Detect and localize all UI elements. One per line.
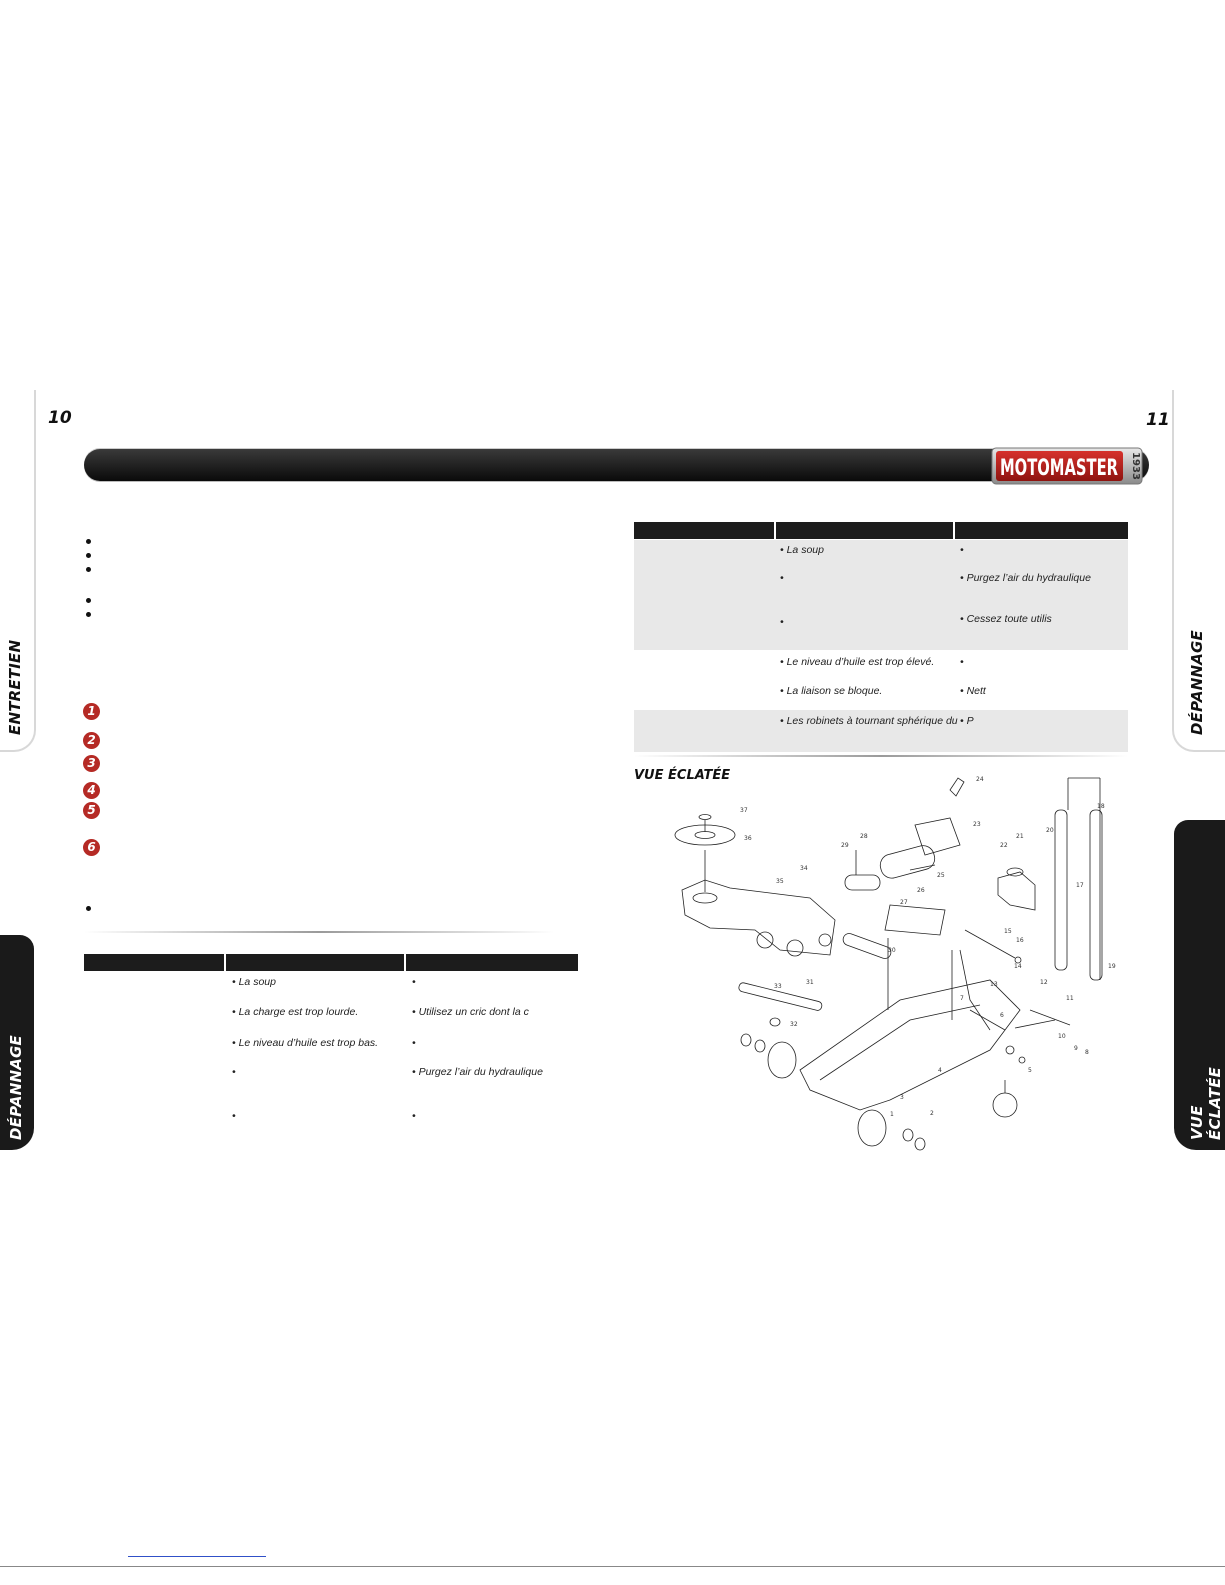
handle-socket <box>950 778 964 796</box>
right-r2-cause-2: • La liaison se bloque. <box>780 685 883 697</box>
part-label: 24 <box>976 776 984 783</box>
left-solution-3: • <box>412 1037 416 1049</box>
part-label: 17 <box>1076 882 1084 889</box>
step-marker-1: 1 <box>83 703 100 720</box>
right-table-header-problem <box>634 522 774 539</box>
part-label: 14 <box>1014 963 1022 970</box>
piston <box>845 875 880 890</box>
footer-link-underline[interactable] <box>128 1556 266 1557</box>
right-r1-cause-2: • <box>780 572 784 584</box>
page-number-left: 10 <box>48 408 72 428</box>
part-label: 30 <box>888 947 896 954</box>
pump-body <box>915 818 960 855</box>
left-solution-1: • <box>412 976 416 988</box>
part-label: 15 <box>1004 928 1012 935</box>
right-lower-tab <box>1174 820 1225 1150</box>
part-label: 13 <box>990 981 998 988</box>
part-label: 6 <box>1000 1012 1004 1019</box>
left-solution-5: • <box>412 1110 416 1122</box>
front-wheel-right <box>858 1110 886 1146</box>
right-table-header-cause <box>776 522 953 539</box>
part-label: 26 <box>917 887 925 894</box>
left-solution-4: • Purgez l’air du hydraulique <box>412 1066 543 1078</box>
saddle-top <box>699 815 711 820</box>
bullet <box>86 906 91 911</box>
step-marker-6: 6 <box>83 839 100 856</box>
handle-bracket <box>998 872 1035 910</box>
logo-brand-text: MOTOMASTER <box>1000 456 1119 481</box>
tab-vue-eclatee: VUE ÉCLATÉE <box>1188 1066 1224 1140</box>
right-upper-edge <box>1172 390 1225 752</box>
right-r2-cause-1: • Le niveau d’huile est trop élevé. <box>780 656 935 668</box>
rear-caster <box>993 1093 1017 1117</box>
right-r3-cause-1: • Les robinets à tournant sphérique du <box>780 715 958 727</box>
exploded-view-title: VUE ÉCLATÉE <box>634 768 731 783</box>
tab-depannage-left: DÉPANNAGE <box>7 1035 25 1140</box>
bushing <box>841 932 892 960</box>
table-header-cause <box>226 954 404 971</box>
part-label: 4 <box>938 1067 942 1074</box>
part-label: 36 <box>744 835 752 842</box>
right-r2-solution-2: • Nett <box>960 685 986 697</box>
part-label: 19 <box>1108 963 1116 970</box>
bullet <box>86 553 91 558</box>
part-label: 7 <box>960 995 964 1002</box>
part-label: 21 <box>1016 833 1024 840</box>
left-cause-3: • Le niveau d’huile est trop bas. <box>232 1037 379 1049</box>
left-solution-2: • Utilisez un cric dont la c <box>412 1006 529 1018</box>
divider <box>84 931 554 933</box>
part-label: 35 <box>776 878 784 885</box>
part-label: 11 <box>1066 995 1074 1002</box>
part-label: 2 <box>930 1110 934 1117</box>
handle-tube-20 <box>1055 810 1067 970</box>
part-label: 37 <box>740 807 748 814</box>
part-label: 29 <box>841 842 849 849</box>
part-label: 33 <box>774 983 782 990</box>
left-lower-tab <box>0 935 34 1150</box>
right-r1-cause-3: • <box>780 616 784 628</box>
part-label: 34 <box>800 865 808 872</box>
logo-year-text: 1933 <box>1130 452 1141 480</box>
bullet <box>86 539 91 544</box>
part-number-labels <box>740 776 1116 1118</box>
part-label: 18 <box>1097 803 1105 810</box>
step-marker-3: 3 <box>83 755 100 772</box>
part-label: 20 <box>1046 827 1054 834</box>
part-label: 3 <box>900 1094 904 1101</box>
step-marker-5: 5 <box>83 802 100 819</box>
right-r1-solution-3: • Cessez toute utilis <box>960 613 1052 625</box>
left-cause-5: • <box>232 1110 236 1122</box>
right-r2-solution-1: • <box>960 656 964 668</box>
part-label: 27 <box>900 899 908 906</box>
bullet <box>86 598 91 603</box>
exploded-view-diagram <box>660 770 1130 1160</box>
part-label: 9 <box>1074 1045 1078 1052</box>
cover-plate <box>885 905 945 935</box>
part-label: 23 <box>973 821 981 828</box>
pump-cylinder <box>878 843 937 880</box>
bullet <box>86 567 91 572</box>
part-label: 25 <box>937 872 945 879</box>
right-table-header-solution <box>955 522 1128 539</box>
table-header-problem <box>84 954 224 971</box>
page-number-right: 11 <box>1146 410 1170 430</box>
part-label: 10 <box>1058 1033 1066 1040</box>
footer-line <box>0 1566 1225 1567</box>
left-upper-edge <box>0 390 36 752</box>
right-r1-solution-1: • <box>960 544 964 556</box>
right-r3-solution-1: • P <box>960 715 974 727</box>
left-cause-1: • La soup <box>232 976 276 988</box>
left-cause-2: • La charge est trop lourde. <box>232 1006 359 1018</box>
main-frame <box>800 980 1020 1110</box>
bullet <box>86 612 91 617</box>
part-label: 28 <box>860 833 868 840</box>
part-label: 5 <box>1028 1067 1032 1074</box>
part-label: 22 <box>1000 842 1008 849</box>
right-r1-solution-2: • Purgez l’air du hydraulique <box>960 572 1091 584</box>
right-r1-cause-1: • La soup <box>780 544 824 556</box>
table-header-solution <box>406 954 578 971</box>
front-wheel-left <box>768 1042 796 1078</box>
right-table-row-1 <box>634 540 1128 650</box>
tab-depannage-right: DÉPANNAGE <box>1188 630 1206 735</box>
header-bar <box>84 449 1149 481</box>
step-marker-4: 4 <box>83 782 100 799</box>
motomaster-logo <box>991 447 1143 487</box>
part-label: 8 <box>1085 1049 1089 1056</box>
divider-right <box>634 755 1128 757</box>
tab-entretien: ENTRETIEN <box>6 639 24 735</box>
part-label: 31 <box>806 979 814 986</box>
part-label: 32 <box>790 1021 798 1028</box>
step-marker-2: 2 <box>83 732 100 749</box>
left-cause-4: • <box>232 1066 236 1078</box>
part-label: 1 <box>890 1111 894 1118</box>
part-label: 12 <box>1040 979 1048 986</box>
part-label: 16 <box>1016 937 1024 944</box>
